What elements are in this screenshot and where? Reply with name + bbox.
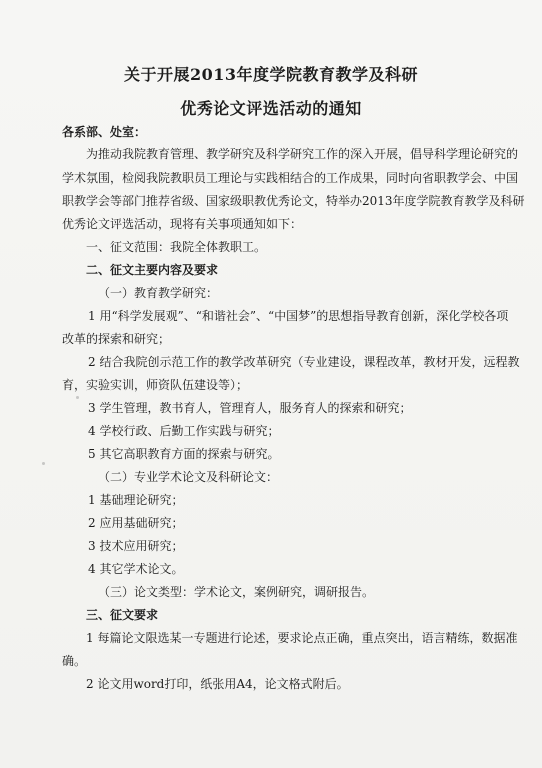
item-1-2-line-2: 育，实验实训，师资队伍建设等）； [62,378,249,392]
intro-line-3: 职教学会等部门推荐省级、国家级职教优秀论文，特举办2013年度学院教育教学及科研 [62,194,525,208]
subsection-2-heading: （二）专业学术论文及科研论文： [98,470,279,484]
item-1-1-line-1: 1 用“科学发展观”、“和谐社会”、“中国梦”的思想指导教育创新，深化学校各项 [88,309,509,323]
scan-speck [42,462,45,465]
scan-speck [76,396,79,399]
document-title-line-2: 优秀论文评选活动的通知 [180,99,362,118]
item-1-3: 3 学生管理，教书育人，管理育人，服务育人的探索和研究； [88,401,412,415]
item-2-1: 1 基础理论研究； [88,493,184,507]
item-1-2-line-1: 2 结合我院创示范工作的教学改革研究（专业建设，课程改革，教材开发，远程教 [88,355,520,369]
subsection-3-heading: （三）论文类型：学术论文，案例研究，调研报告。 [98,585,375,599]
subsection-1-heading: （一）教育教学研究： [98,286,219,300]
item-2-4: 4 其它学术论文。 [88,562,184,576]
intro-line-4: 优秀论文评选活动，现将有关事项通知如下： [62,217,303,231]
salutation: 各系部、处室： [62,125,147,139]
intro-line-2: 学术氛围，检阅我院教职员工理论与实践相结合的工作成果，同时向省职教学会、中国 [62,171,519,185]
section-2-heading: 二、征文主要内容及要求 [86,263,219,277]
document-title-line-1: 关于开展2013年度学院教育教学及科研 [123,65,419,84]
item-1-4: 4 学校行政、后勤工作实践与研究； [88,424,280,438]
section-3-heading: 三、征文要求 [86,608,159,622]
item-2-3: 3 技术应用研究； [88,539,184,553]
requirement-2: 2 论文用word打印，纸张用A4，论文格式附后。 [86,677,349,691]
section-1-scope: 一、征文范围：我院全体教职工。 [86,240,267,254]
intro-line-1: 为推动我院教育管理、教学研究及科学研究工作的深入开展，倡导科学理论研究的 [86,147,519,161]
requirement-1-line-1: 1 每篇论文限选某一专题进行论述，要求论点正确，重点突出，语言精练，数据准 [86,631,518,645]
item-1-5: 5 其它高职教育方面的探索与研究。 [88,447,280,461]
item-1-1-line-2: 改革的探索和研究； [62,332,171,346]
requirement-1-line-2: 确。 [62,654,87,668]
item-2-2: 2 应用基础研究； [88,516,184,530]
